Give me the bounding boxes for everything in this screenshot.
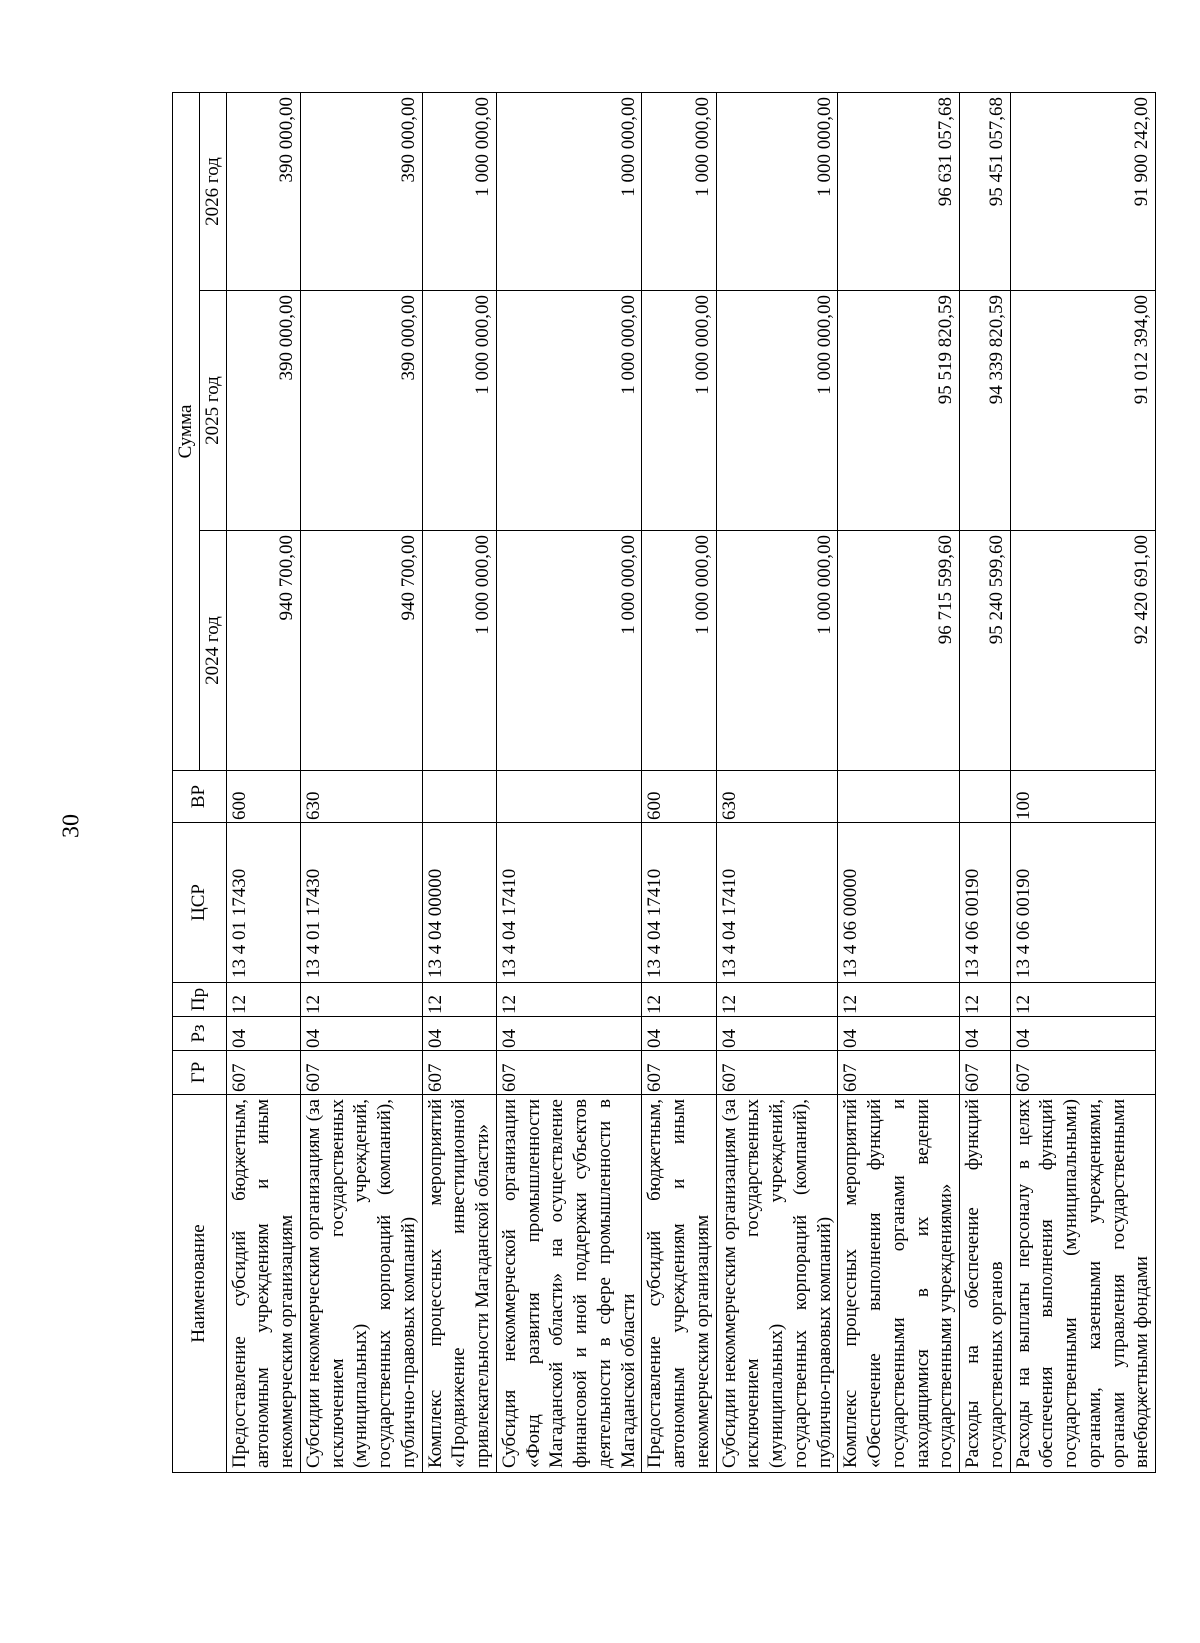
- row-name: Предоставление субсидий бюджетным, автономным учреждениям и иным некоммерческим организациям: [226, 1095, 300, 1473]
- row-gr: 607: [226, 1051, 300, 1095]
- row-gr: 607: [496, 1051, 642, 1095]
- row-sum-2026: 1 000 000,00: [496, 93, 642, 291]
- row-csr: 13 4 06 00190: [960, 823, 1011, 983]
- row-vr: 600: [226, 771, 300, 823]
- row-sum-2024: 1 000 000,00: [422, 531, 496, 771]
- row-pr: 12: [226, 983, 300, 1017]
- row-name: Субсидия некоммерческой организации «Фонд развития промышленности Магаданской области» на осуществление финансовой и иной поддержки субъектов деятельности в сфере промышленности в Магаданской области: [496, 1095, 642, 1473]
- header-name: Наименование: [173, 1095, 227, 1473]
- row-vr: 600: [642, 771, 716, 823]
- row-sum-2024: 940 700,00: [226, 531, 300, 771]
- row-sum-2025: 390 000,00: [226, 291, 300, 531]
- row-vr: [960, 771, 1011, 823]
- row-rz: 04: [496, 1017, 642, 1051]
- row-sum-2025: 1 000 000,00: [496, 291, 642, 531]
- row-sum-2025: 1 000 000,00: [716, 291, 838, 531]
- row-csr: 13 4 06 00000: [838, 823, 960, 983]
- table-row: [642, 93, 716, 1473]
- row-rz: 04: [300, 1017, 422, 1051]
- row-sum-2026: 1 000 000,00: [716, 93, 838, 291]
- row-gr: 607: [1010, 1051, 1156, 1095]
- row-vr: [422, 771, 496, 823]
- row-gr: 607: [716, 1051, 838, 1095]
- row-sum-2026: 390 000,00: [300, 93, 422, 291]
- row-gr: 607: [838, 1051, 960, 1095]
- row-csr: 13 4 01 17430: [226, 823, 300, 983]
- row-sum-2024: 1 000 000,00: [716, 531, 838, 771]
- row-csr: 13 4 04 17410: [642, 823, 716, 983]
- row-vr: [496, 771, 642, 823]
- row-sum-2026: 96 631 057,68: [838, 93, 960, 291]
- row-gr: 607: [422, 1051, 496, 1095]
- row-pr: 12: [642, 983, 716, 1017]
- row-rz: 04: [716, 1017, 838, 1051]
- header-csr: ЦСР: [173, 823, 227, 983]
- row-name: Расходы на выплаты персоналу в целях обеспечения выполнения функций государственными (муниципальными) органами, казенными учреждениями, органами управления государственными внебюджетными фондами: [1010, 1095, 1156, 1473]
- row-sum-2024: 940 700,00: [300, 531, 422, 771]
- row-pr: 12: [1010, 983, 1156, 1017]
- row-rz: 04: [838, 1017, 960, 1051]
- row-gr: 607: [300, 1051, 422, 1095]
- row-rz: 04: [1010, 1017, 1156, 1051]
- row-sum-2025: 94 339 820,59: [960, 291, 1011, 531]
- row-sum-2024: 1 000 000,00: [496, 531, 642, 771]
- row-rz: 04: [960, 1017, 1011, 1051]
- row-name: Субсидии некоммерческим организациям (за исключением государственных (муниципальных) учреждений, государственных корпораций (компаний), публично-правовых компаний): [716, 1095, 838, 1473]
- table-row: [300, 93, 422, 1473]
- row-vr: 630: [716, 771, 838, 823]
- row-sum-2026: 1 000 000,00: [422, 93, 496, 291]
- row-sum-2024: 92 420 691,00: [1010, 531, 1156, 771]
- rotated-table-container: [172, 93, 1153, 1473]
- row-rz: 04: [226, 1017, 300, 1051]
- row-sum-2025: 1 000 000,00: [422, 291, 496, 531]
- row-pr: 12: [300, 983, 422, 1017]
- table-row: [716, 93, 838, 1473]
- table-row: [496, 93, 642, 1473]
- row-pr: 12: [960, 983, 1011, 1017]
- row-vr: [838, 771, 960, 823]
- row-sum-2026: 91 900 242,00: [1010, 93, 1156, 291]
- header-gr: ГР: [173, 1051, 227, 1095]
- row-csr: 13 4 06 00190: [1010, 823, 1156, 983]
- row-sum-2025: 390 000,00: [300, 291, 422, 531]
- row-name: Предоставление субсидий бюджетным, автономным учреждениям и иным некоммерческим организациям: [642, 1095, 716, 1473]
- row-pr: 12: [716, 983, 838, 1017]
- table-row: [1010, 93, 1156, 1473]
- row-pr: 12: [838, 983, 960, 1017]
- row-name: Комплекс процессных мероприятий «Продвижение инвестиционной привлекательности Магаданской области»: [422, 1095, 496, 1473]
- header-pr: Пр: [173, 983, 227, 1017]
- row-sum-2024: 96 715 599,60: [838, 531, 960, 771]
- header-year-2026: 2026 год: [199, 93, 226, 291]
- row-vr: 100: [1010, 771, 1156, 823]
- row-csr: 13 4 04 17410: [496, 823, 642, 983]
- row-pr: 12: [422, 983, 496, 1017]
- header-rz: Рз: [173, 1017, 227, 1051]
- row-csr: 13 4 04 17410: [716, 823, 838, 983]
- row-gr: 607: [642, 1051, 716, 1095]
- row-csr: 13 4 01 17430: [300, 823, 422, 983]
- budget-table: [172, 92, 1156, 1473]
- row-name: Субсидии некоммерческим организациям (за исключением государственных (муниципальных) учреждений, государственных корпораций (компаний), публично-правовых компаний): [300, 1095, 422, 1473]
- row-sum-2024: 95 240 599,60: [960, 531, 1011, 771]
- row-csr: 13 4 04 00000: [422, 823, 496, 983]
- row-sum-2025: 1 000 000,00: [642, 291, 716, 531]
- row-vr: 630: [300, 771, 422, 823]
- header-vr: ВР: [173, 771, 227, 823]
- page-number: 30: [58, 814, 85, 838]
- table-row: [838, 93, 960, 1473]
- row-sum-2024: 1 000 000,00: [642, 531, 716, 771]
- header-sum: Сумма: [173, 93, 200, 771]
- row-pr: 12: [496, 983, 642, 1017]
- row-sum-2025: 95 519 820,59: [838, 291, 960, 531]
- row-name: Комплекс процессных мероприятий «Обеспечение выполнения функций государственными органами и находящимися в их ведении государственными учреждениями»: [838, 1095, 960, 1473]
- table-row: [422, 93, 496, 1473]
- header-year-2024: 2024 год: [199, 531, 226, 771]
- header-year-2025: 2025 год: [199, 291, 226, 531]
- row-sum-2026: 95 451 057,68: [960, 93, 1011, 291]
- row-sum-2026: 390 000,00: [226, 93, 300, 291]
- row-rz: 04: [422, 1017, 496, 1051]
- row-name: Расходы на обеспечение функций государственных органов: [960, 1095, 1011, 1473]
- row-sum-2025: 91 012 394,00: [1010, 291, 1156, 531]
- row-gr: 607: [960, 1051, 1011, 1095]
- table-row: [960, 93, 1011, 1473]
- row-rz: 04: [642, 1017, 716, 1051]
- table-row: [226, 93, 300, 1473]
- row-sum-2026: 1 000 000,00: [642, 93, 716, 291]
